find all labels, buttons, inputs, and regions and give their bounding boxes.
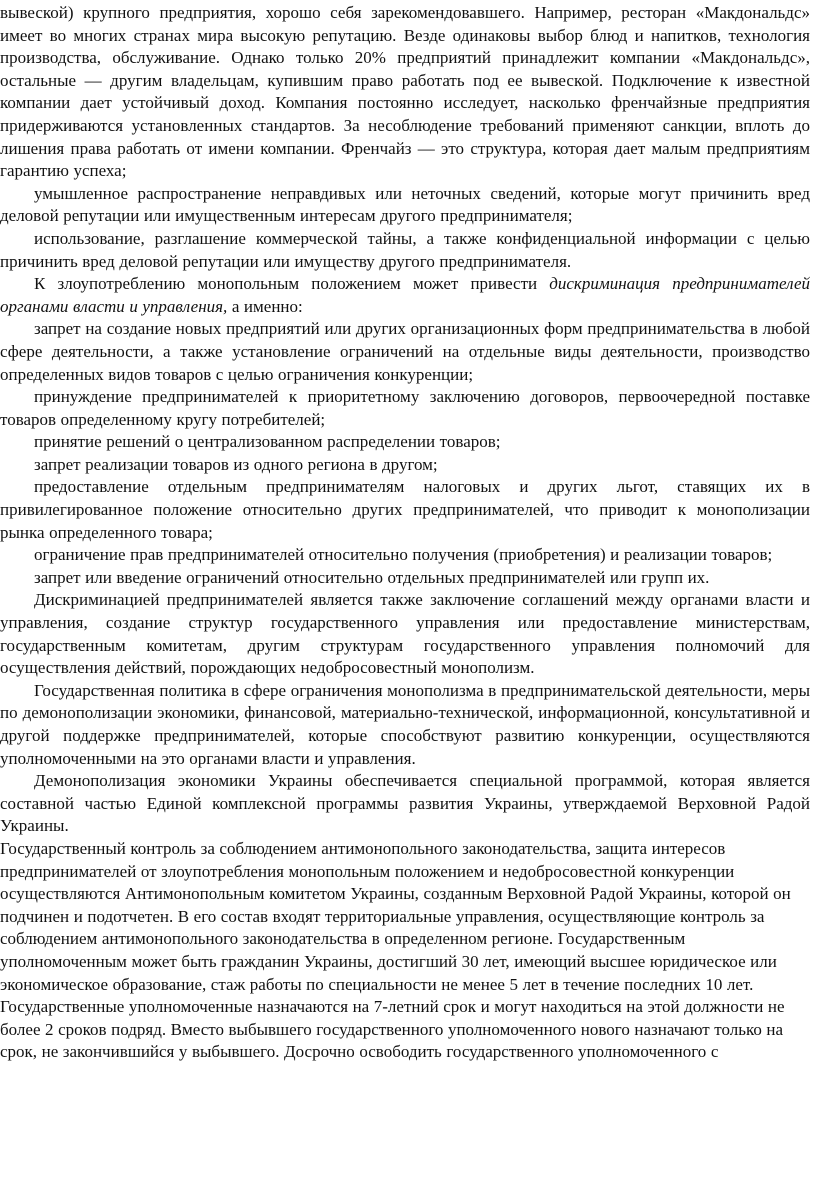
paragraph-state-policy: Государственная политика в сфере ограничения монополизма в предпринимательской деятельности, меры по демонополизации экономики, финансовой, материально-технической, информационной, консультативной и другой поддержке предпринимателей, которые способствуют развитию конкуренции, осуществляются уполномоченными на это органами власти и управления. — [0, 680, 810, 768]
paragraph-demonopolization: Демонополизация экономики Украины обеспечивается специальной программой, которая является составной частью Единой комплексной программы развития Украины, утверждаемой Верховной Радой Украины. — [0, 771, 810, 836]
discrimination-intro-start: К злоупотреблению монопольным положением может привести — [34, 274, 550, 294]
discrimination-intro-end: а именно: — [227, 296, 303, 316]
paragraph-centralized-distribution: принятие решений о централизованном распределении товаров; — [34, 432, 501, 452]
discrimination-intro-italic: дискриминация предпринимателей органами власти и управления, — [0, 274, 810, 316]
paragraph-false-information: умышленное распространение неправдивых или неточных сведений, которые могут причинить вред деловой репутации или имущественным интересам другого предпринимателя; — [0, 183, 810, 226]
paragraph-discrimination-intro — [0, 273, 810, 318]
paragraph-regional-ban: запрет реализации товаров из одного региона в другом; — [34, 454, 438, 474]
paragraph-ban-groups: запрет или введение ограничений относительно отдельных предпринимателей или групп их. — [34, 567, 710, 587]
paragraph-franchise: вывеской) крупного предприятия, хорошо себя зарекомендовавшего. Например, ресторан «Макдональдс» имеет во многих странах мира высокую репутацию. Везде одинаковы выбор блюд и напитков, технология производства, обслуживание. Однако только 20% предприятий принадлежит компании «Макдональдс», остальные — другим владельцам, купившим право работать под ее вывеской. Подключение к известной компании дает устойчивый доход. Компания постоянно исследует, насколько френчайзные предприятия придерживаются установленных стандартов. За несоблюдение требований применяют санкции, вплоть до лишения права работать от имени компании. Френчайз — это структура, которая дает малым предприятиям гарантию успеха; — [0, 3, 810, 181]
paragraph-trade-secret: использование, разглашение коммерческой тайны, а также конфиденциальной информации с целью причинить вред деловой репутации или имуществу другого предпринимателя. — [0, 228, 810, 271]
paragraph-rights-limitation: ограничение прав предпринимателей относительно получения (приобретения) и реализации товаров; — [34, 545, 773, 565]
paragraph-tax-privileges: предоставление отдельным предпринимателям налоговых и других льгот, ставящих их в привилегированное положение относительно других предпринимателей, что приводит к монополизации рынка определенного товара; — [0, 477, 810, 542]
paragraph-ban-new-enterprises: запрет на создание новых предприятий или других организационных форм предпринимательства в любой сфере деятельности, а также установление ограничений на отдельные виды деятельности, производство определенных видов товаров с целью ограничения конкуренции; — [0, 319, 810, 384]
paragraph-state-control: Государственный контроль за соблюдением антимонопольного законодательства, защита интересов предпринимателей от злоупотребления монопольным положением и недобросовестной конкуренции осуществляются Антимонопольным комитетом Украины, созданным Верховной Радой Украины, которой он подчинен и подотчетен. В его состав входят территориальные управления, осуществляющие контроль за соблюдением антимонопольного законодательства в определенном регионе. Государственным уполномоченным может быть гражданин Украины, достигший 30 лет, имеющий высшее юридическое или экономическое образование, стаж работы по специальности не менее 5 лет в течение последних 10 лет. Государственные уполномоченные назначаются на 7-летний срок и могут находиться на этой должности не более 2 сроков подряд. Вместо выбывшего государственного уполномоченного нового назначают только на срок, не закончившийся у выбывшего. Досрочно освободить государственного уполномоченного с — [0, 838, 791, 1062]
paragraph-discrimination-agreements: Дискриминацией предпринимателей является также заключение соглашений между органами власти и управления, создание структур государственного управления или предоставление министерствам, государственным комитетам, другим структурам государственного управления полномочий для осуществления действий, порождающих недобросовестный монополизм. — [0, 590, 810, 678]
paragraph-coercion: принуждение предпринимателей к приоритетному заключению договоров, первоочередной поставке товаров определенному кругу потребителей; — [0, 387, 810, 429]
